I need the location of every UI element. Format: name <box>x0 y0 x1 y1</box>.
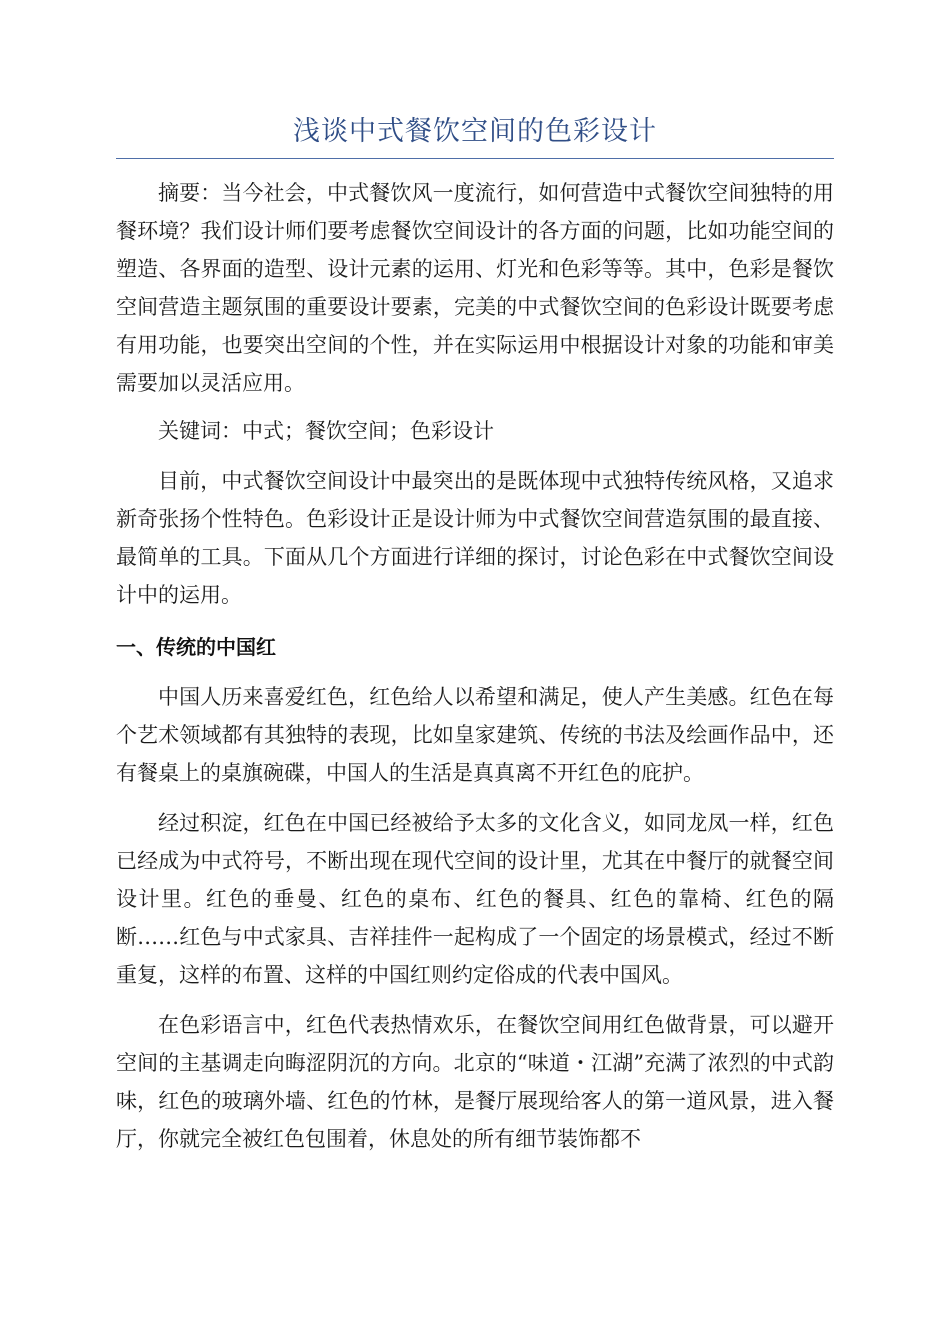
section-heading: 一、传统的中国红 <box>116 635 276 659</box>
section-paragraph-2: 经过积淀，红色在中国已经被给予太多的文化含义，如同龙凤一样，红色已经成为中式符号，不断出现在现代空间的设计里，尤其在中餐厅的就餐空间设计里。红色的垂曼、红色的桌布、红色的餐具、红色的靠椅、红色的隔断……红色与中式家具、吉祥挂件一起构成了一个固定的场景模式，经过不断重复，这样的布置、这样的中国红则约定俗成的代表中国风。 <box>116 811 834 987</box>
section-paragraph-3: 在色彩语言中，红色代表热情欢乐，在餐饮空间用红色做背景，可以避开空间的主基调走向晦涩阴沉的方向。北京的“味道・江湖”充满了浓烈的中式韵味，红色的玻璃外墙、红色的竹林，是餐厅展现给客人的第一道风景，进入餐厅，你就完全被红色包围着，休息处的所有细节装饰都不 <box>116 1013 834 1151</box>
document-title: 浅谈中式餐饮空间的色彩设计 <box>293 116 657 147</box>
intro-paragraph: 目前，中式餐饮空间设计中最突出的是既体现中式独特传统风格，又追求新奇张扬个性特色。色彩设计正是设计师为中式餐饮空间营造氛围的最直接、最简单的工具。下面从几个方面进行详细的探讨，讨论色彩在中式餐饮空间设计中的运用。 <box>116 469 834 607</box>
abstract-paragraph: 摘要：当今社会，中式餐饮风一度流行，如何营造中式餐饮空间独特的用餐环境？我们设计师们要考虑餐饮空间设计的各方面的问题，比如功能空间的塑造、各界面的造型、设计元素的运用、灯光和色彩等等。其中，色彩是餐饮空间营造主题氛围的重要设计要素，完美的中式餐饮空间的色彩设计既要考虑有用功能，也要突出空间的个性，并在实际运用中根据设计对象的功能和审美需要加以灵活应用。 <box>116 181 834 395</box>
document-body <box>116 168 834 1158</box>
keywords-line: 关键词：中式；餐饮空间；色彩设计 <box>158 419 494 443</box>
section-paragraph-1: 中国人历来喜爱红色，红色给人以希望和满足，使人产生美感。红色在每个艺术领域都有其独特的表现，比如皇家建筑、传统的书法及绘画作品中，还有餐桌上的桌旗碗碟，中国人的生活是真真离不开红色的庇护。 <box>116 685 834 785</box>
title-block <box>116 112 834 159</box>
